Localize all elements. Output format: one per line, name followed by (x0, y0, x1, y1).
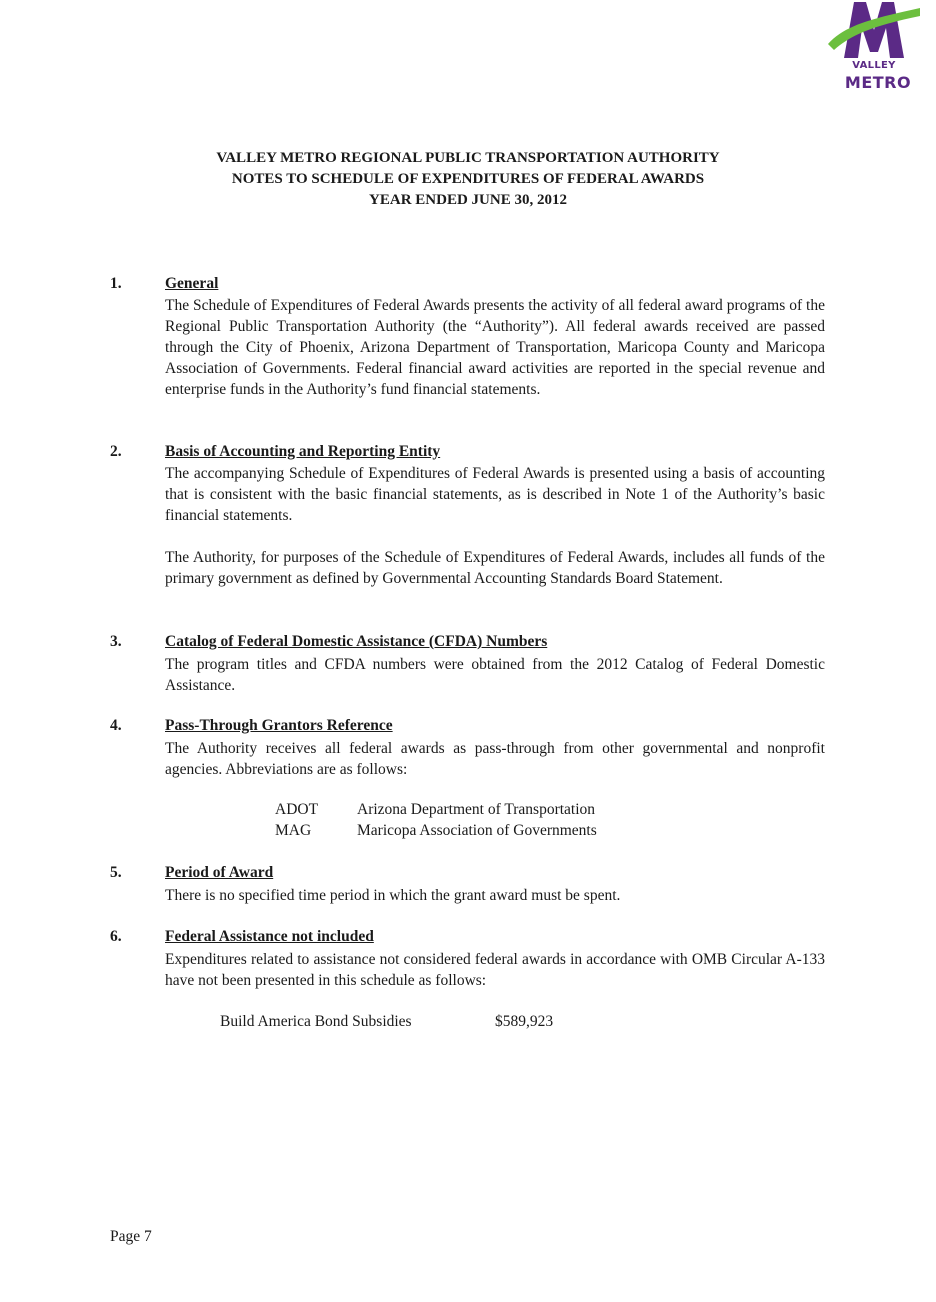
abbreviation-meaning: Arizona Department of Transportation (357, 801, 596, 818)
note-text-pass-through: The Authority receives all federal awards as pass-through from other governmental and nonprofit agencies. Abbreviations are as follows: (165, 740, 825, 778)
note-text-reporting-entity: The Authority, for purposes of the Schedule of Expenditures of Federal Awards, includes all funds of the primary government as defined by Governmental Accounting Standards Board Statement. (165, 549, 825, 587)
note-number: 2. (110, 443, 122, 460)
note-title-cfda: Catalog of Federal Domestic Assistance (CFDA) Numbers (165, 633, 548, 650)
note-text-federal-assistance: Expenditures related to assistance not considered federal awards in accordance with OMB Circular A-133 have not been presented in this schedule as follows: (165, 951, 825, 989)
logo-text-metro: METRO (844, 73, 912, 92)
document-period: YEAR ENDED JUNE 30, 2012 (369, 192, 567, 208)
subsidy-amount: $589,923 (495, 1013, 554, 1030)
note-text-basis-of-accounting: The accompanying Schedule of Expenditures of Federal Awards is presented using a basis of accounting that is consistent with the basic financial statements, as is described in Note 1 of the Authority’s basic financial statements. (165, 465, 825, 524)
note-title-federal-assistance: Federal Assistance not included (165, 928, 374, 945)
note-number: 3. (110, 633, 122, 650)
note-number: 1. (110, 275, 122, 292)
note-text-general: The Schedule of Expenditures of Federal Awards presents the activity of all federal award programs of the Regional Public Transportation Authority (the “Authority”). All federal awards received are passed through the City of Phoenix, Arizona Department of Transportation, Maricopa County and Maricopa Association of Governments. Federal financial award activities are reported in the special revenue and enterprise funds in the Authority’s fund financial statements. (165, 297, 825, 398)
valley-metro-m-icon (826, 0, 922, 62)
note-title-pass-through: Pass-Through Grantors Reference (165, 717, 393, 734)
note-number: 6. (110, 928, 122, 945)
logo-text-valley: VALLEY (852, 60, 896, 71)
note-title-basis-of-accounting: Basis of Accounting and Reporting Entity (165, 443, 441, 460)
note-title-period-of-award: Period of Award (165, 864, 274, 881)
page-number: Page 7 (110, 1228, 152, 1245)
subsidy-label: Build America Bond Subsidies (220, 1013, 412, 1030)
note-text-period-of-award: There is no specified time period in which the grant award must be spent. (165, 887, 621, 904)
abbreviation-code: ADOT (275, 801, 319, 818)
document-title: VALLEY METRO REGIONAL PUBLIC TRANSPORTATION AUTHORITY (216, 150, 720, 166)
abbreviation-code: MAG (275, 822, 312, 839)
note-text-cfda: The program titles and CFDA numbers were obtained from the 2012 Catalog of Federal Domestic Assistance. (165, 656, 825, 694)
document-subtitle: NOTES TO SCHEDULE OF EXPENDITURES OF FEDERAL AWARDS (231, 171, 705, 187)
note-number: 4. (110, 717, 122, 734)
abbreviation-meaning: Maricopa Association of Governments (357, 822, 597, 839)
note-number: 5. (110, 864, 122, 881)
note-title-general: General (165, 275, 219, 292)
valley-metro-logo (826, 0, 922, 94)
